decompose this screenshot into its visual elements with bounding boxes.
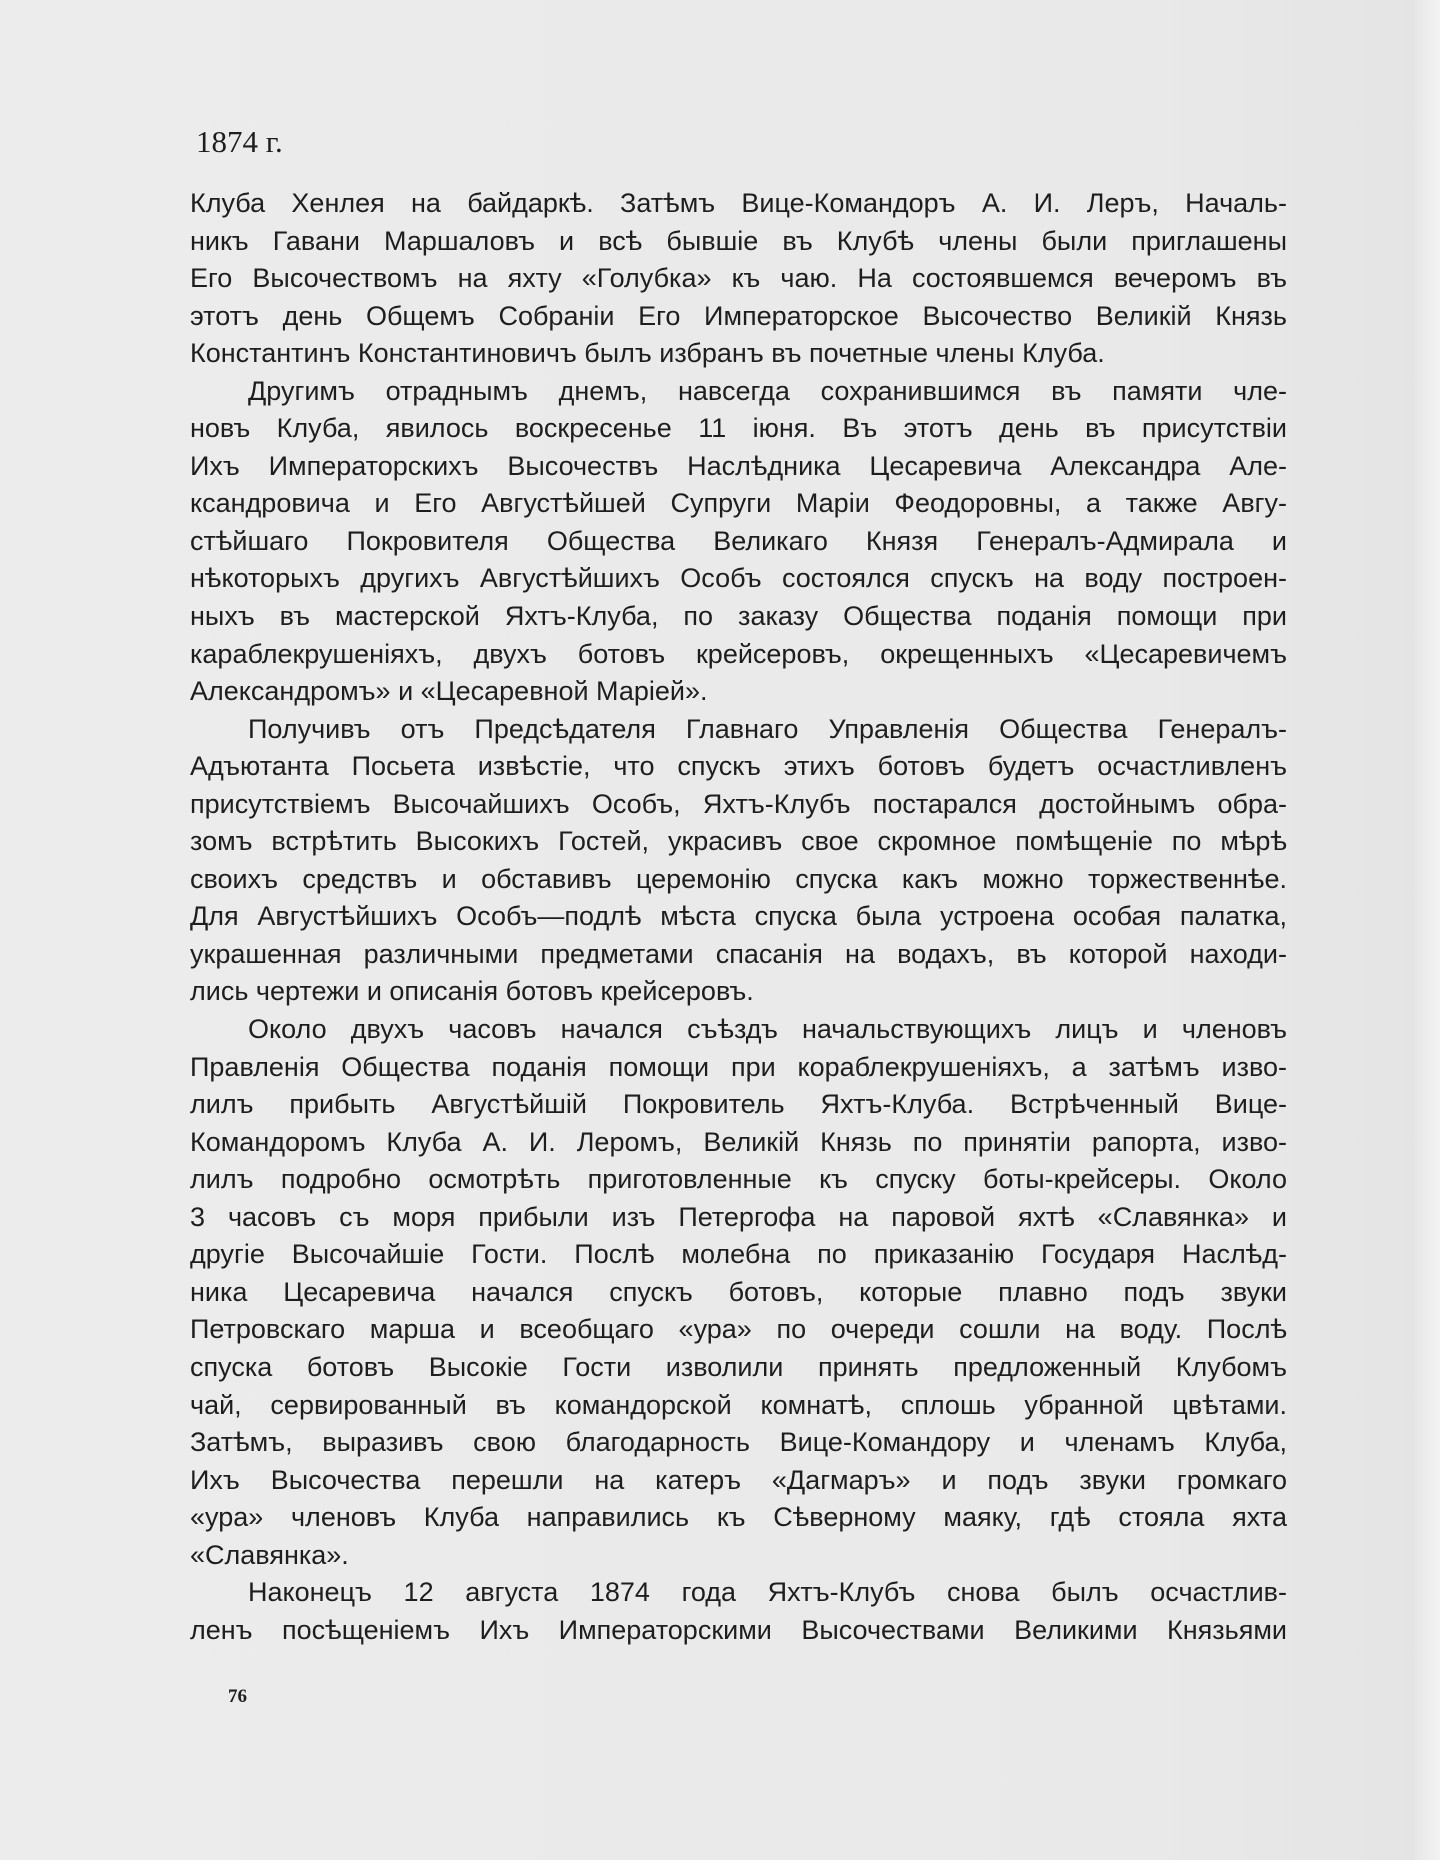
text-line: новъ Клуба, явилось воскресенье 11 іюня. Въ этотъ день въ присутствіи (190, 413, 1287, 444)
text-line: Александромъ» и «Цесаревной Маріей». (190, 676, 708, 707)
text-line: другіе Высочайшіе Гости. Послѣ молебна по приказанію Государя Наслѣд- (190, 1239, 1287, 1270)
text-line: Командоромъ Клуба А. И. Леромъ, Великій Князь по принятіи рапорта, изво- (190, 1126, 1287, 1157)
text-line: Получивъ отъ Предсѣдателя Главнаго Управленія Общества Генералъ- (248, 713, 1287, 744)
page-edge (1414, 0, 1440, 1860)
text-line: лилъ подробно осмотрѣть приготовленные къ спуску боты-крейсеры. Около (190, 1164, 1287, 1195)
text-line: Петровскаго марша и всеобщаго «ура» по очереди сошли на воду. Послѣ (190, 1314, 1287, 1345)
text-line: Адъютанта Посьета извѣстіе, что спускъ этихъ ботовъ будетъ осчастливленъ (190, 751, 1287, 782)
text-line: «Славянка». (190, 1539, 349, 1570)
text-line: ныхъ въ мастерской Яхтъ-Клуба, по заказу Общества поданія помощи при (190, 601, 1287, 632)
text-line: 3 часовъ съ моря прибыли изъ Петергофа на паровой яхтѣ «Славянка» и (190, 1201, 1287, 1232)
text-line: спуска ботовъ Высокіе Гости изволили принять предложенный Клубомъ (190, 1351, 1287, 1382)
text-line: ника Цесаревича начался спускъ ботовъ, которые плавно подъ звуки (190, 1276, 1287, 1307)
text-line: чай, сервированный въ командорской комнатѣ, сплошь убранной цвѣтами. (190, 1389, 1287, 1420)
paragraph (190, 1011, 1287, 1574)
text-line: караблекрушеніяхъ, двухъ ботовъ крейсеровъ, окрещенныхъ «Цесаревичемъ (190, 638, 1287, 669)
text-line: присутствіемъ Высочайшихъ Особъ, Яхтъ-Клубъ постарался достойнымъ обра- (190, 788, 1287, 819)
text-line: «ура» членовъ Клуба направились къ Сѣверному маяку, гдѣ стояла яхта (190, 1502, 1287, 1533)
text-line: зомъ встрѣтить Высокихъ Гостей, украсивъ свое скромное помѣщеніе по мѣрѣ (190, 826, 1287, 857)
text-line: нѣкоторыхъ другихъ Августѣйшихъ Особъ состоялся спускъ на воду построен- (190, 563, 1287, 594)
paragraph (190, 711, 1287, 1011)
text-line: стѣйшаго Покровителя Общества Великаго Князя Генералъ-Адмирала и (190, 525, 1287, 556)
text-line: Его Высочествомъ на яхту «Голубка» къ чаю. На состоявшемся вечеромъ въ (190, 263, 1287, 294)
text-line: Клуба Хенлея на байдаркѣ. Затѣмъ Вице-Командоръ А. И. Леръ, Началь- (190, 188, 1287, 218)
running-header-year: 1874 г. (196, 124, 283, 159)
text-line: украшенная различными предметами спасанія на водахъ, въ которой находи- (190, 938, 1287, 969)
text-line: Наконецъ 12 августа 1874 года Яхтъ-Клубъ снова былъ осчастлив- (248, 1577, 1287, 1608)
body-text (190, 185, 1287, 1649)
text-line: Константинъ Константиновичъ былъ избранъ въ почетные члены Клуба. (190, 338, 1105, 369)
text-line: лись чертежи и описанія ботовъ крейсеровъ. (190, 976, 754, 1007)
text-line: Около двухъ часовъ начался съѣздъ начальствующихъ лицъ и членовъ (248, 1014, 1287, 1045)
text-line: ксандровича и Его Августѣйшей Супруги Маріи Феодоровны, а также Авгу- (190, 488, 1287, 519)
text-line: Затѣмъ, выразивъ свою благодарность Вице-Командору и членамъ Клуба, (190, 1427, 1287, 1458)
paragraph (190, 1574, 1287, 1649)
text-line: Другимъ отраднымъ днемъ, навсегда сохранившимся въ памяти чле- (248, 375, 1287, 406)
paragraph (190, 185, 1287, 373)
text-line: никъ Гавани Маршаловъ и всѣ бывшіе въ Клубѣ члены были приглашены (190, 225, 1287, 256)
text-line: этотъ день Общемъ Собраніи Его Императорское Высочество Великій Князь (190, 300, 1287, 331)
text-line: Для Августѣйшихъ Особъ—подлѣ мѣста спуска была устроена особая палатка, (190, 901, 1287, 932)
text-line: лилъ прибыть Августѣйшій Покровитель Яхтъ-Клуба. Встрѣченный Вице- (190, 1089, 1287, 1120)
page-number: 76 (228, 1686, 247, 1707)
text-line: Ихъ Императорскихъ Высочествъ Наслѣдника Цесаревича Александра Але- (190, 450, 1287, 481)
text-line: Правленія Общества поданія помощи при кораблекрушеніяхъ, а затѣмъ изво- (190, 1051, 1287, 1082)
text-line: ленъ посѣщеніемъ Ихъ Императорскими Высочествами Великими Князьями (190, 1614, 1287, 1645)
paragraph (190, 373, 1287, 711)
text-line: своихъ средствъ и обставивъ церемонію спуска какъ можно торжественнѣе. (190, 863, 1287, 894)
text-line: Ихъ Высочества перешли на катеръ «Дагмаръ» и подъ звуки громкаго (190, 1464, 1287, 1495)
